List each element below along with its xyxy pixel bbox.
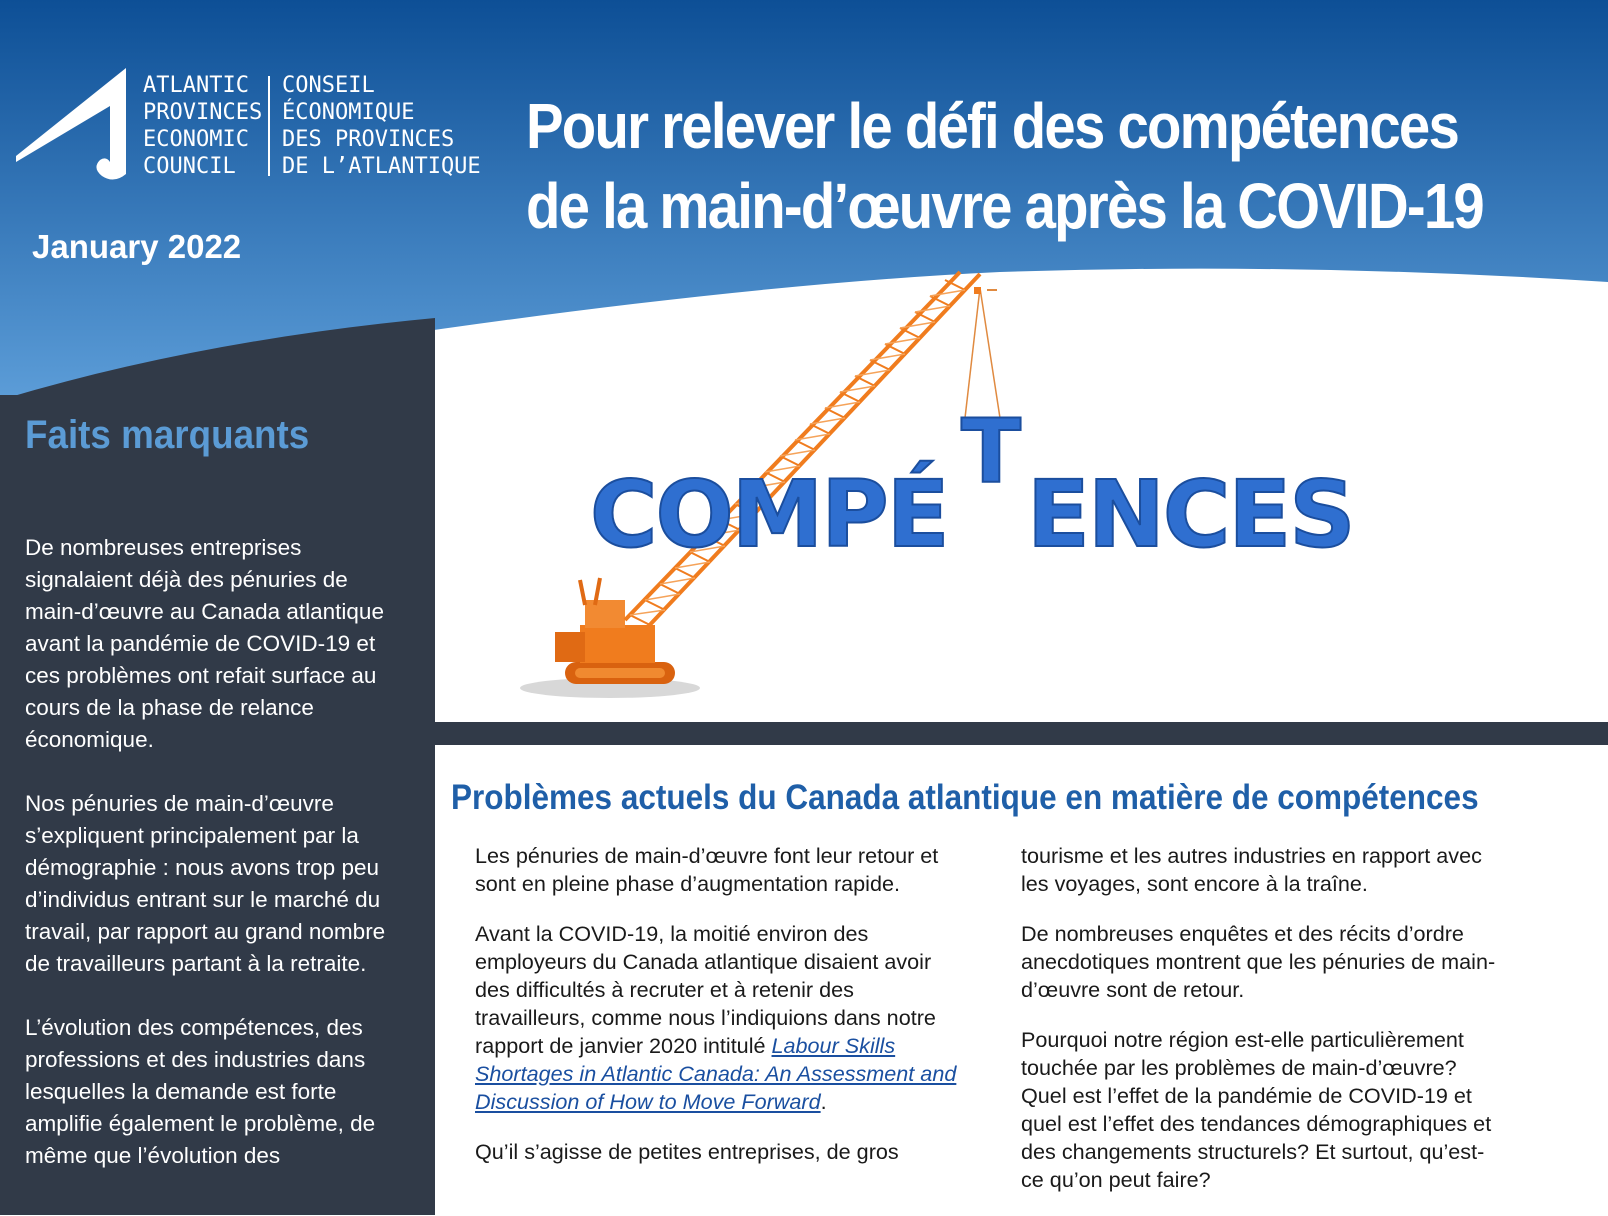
content-column-1 (475, 842, 961, 1188)
publication-date: January 2022 (32, 228, 242, 265)
section-heading: Problèmes actuels du Canada atlantique en matière de compétences (451, 778, 1479, 817)
paragraph-text: . (820, 1089, 827, 1114)
paragraph: Qu’il s’agisse de petites entreprises, de gros (475, 1139, 899, 1164)
sidebar-paragraph: L’évolution des compétences, des professions et des industries dans lesquelles la demande est forte amplifie également le problème, de même que l’évolution des (25, 1015, 376, 1168)
sidebar-body (25, 532, 410, 1204)
logo-en-line: ECONOMIC (143, 127, 249, 152)
paragraph-text: Avant la COVID-19, la moitié environ des employeurs du Canada atlantique disaient avoir des difficultés à recruter et à retenir des travailleurs, comme nous l’indiquions dans notre rapport de janvier 2020 intitulé (475, 921, 936, 1058)
page-title (526, 86, 1483, 246)
logo-en-line: PROVINCES (143, 100, 263, 125)
paragraph: Pourquoi notre région est-elle particulièrement touchée par les problèmes de main-d’œuvre? Quel est l’effet de la pandémie de COVID-19 et quel est l’effet des tendances démographiques et des changements structurels? Et surtout, qu’est-ce qu’on peut faire? (1021, 1027, 1492, 1192)
apec-logo-icon (14, 66, 132, 184)
sidebar-paragraph: Nos pénuries de main-d’œuvre s’expliquent principalement par la démographie : nous avons trop peu d’individus entrant sur le marché du travail, par rapport au grand nombre de travailleurs partant à la retraite. (25, 791, 386, 976)
logo-text-fr (282, 72, 481, 180)
sidebar-heading: Faits marquants (25, 413, 310, 457)
logo-divider (268, 76, 270, 176)
logo-en-line: ATLANTIC (143, 73, 249, 98)
paragraph (475, 920, 961, 1116)
sidebar-paragraph: De nombreuses entreprises signalaient déjà des pénuries de main-d’œuvre au Canada atlantique avant la pandémie de COVID-19 et ces problèmes ont refait surface au cours de la phase de relance économique. (25, 535, 384, 752)
title-line-1: Pour relever le défi des compétences (526, 90, 1459, 162)
paragraph: tourisme et les autres industries en rapport avec les voyages, sont encore à la traîne. (1021, 843, 1482, 896)
paragraph: De nombreuses enquêtes et des récits d’ordre anecdotiques montrent que les pénuries de main-d’œuvre sont de retour. (1021, 921, 1496, 1002)
paragraph: Les pénuries de main-d’œuvre font leur retour et sont en pleine phase d’augmentation rapide. (475, 843, 939, 896)
logo-fr-line: DES PROVINCES (282, 127, 455, 152)
hero-illustration (435, 270, 1608, 722)
logo-text-en (143, 72, 262, 180)
hero-word-letter: T (961, 400, 1022, 503)
logo-fr-line: CONSEIL (282, 73, 375, 98)
logo-fr-line: ÉCONOMIQUE (282, 100, 415, 125)
logo-fr-line: DE L’ATLANTIQUE (282, 154, 481, 179)
divider-band (435, 722, 1608, 745)
sidebar-curve (0, 300, 435, 400)
title-line-2: de la main-d’œuvre après la COVID-19 (526, 170, 1483, 242)
report-link[interactable]: Labour Skills Shortages in Atlantic Canada: An Assessment and Discussion of How to Move Forward (475, 1033, 957, 1114)
logo-en-line: COUNCIL (143, 154, 236, 179)
hero-word-right: ENCES (1027, 461, 1354, 568)
content-column-2 (1021, 842, 1507, 1216)
hero-word-left: COMPÉ (590, 461, 948, 568)
